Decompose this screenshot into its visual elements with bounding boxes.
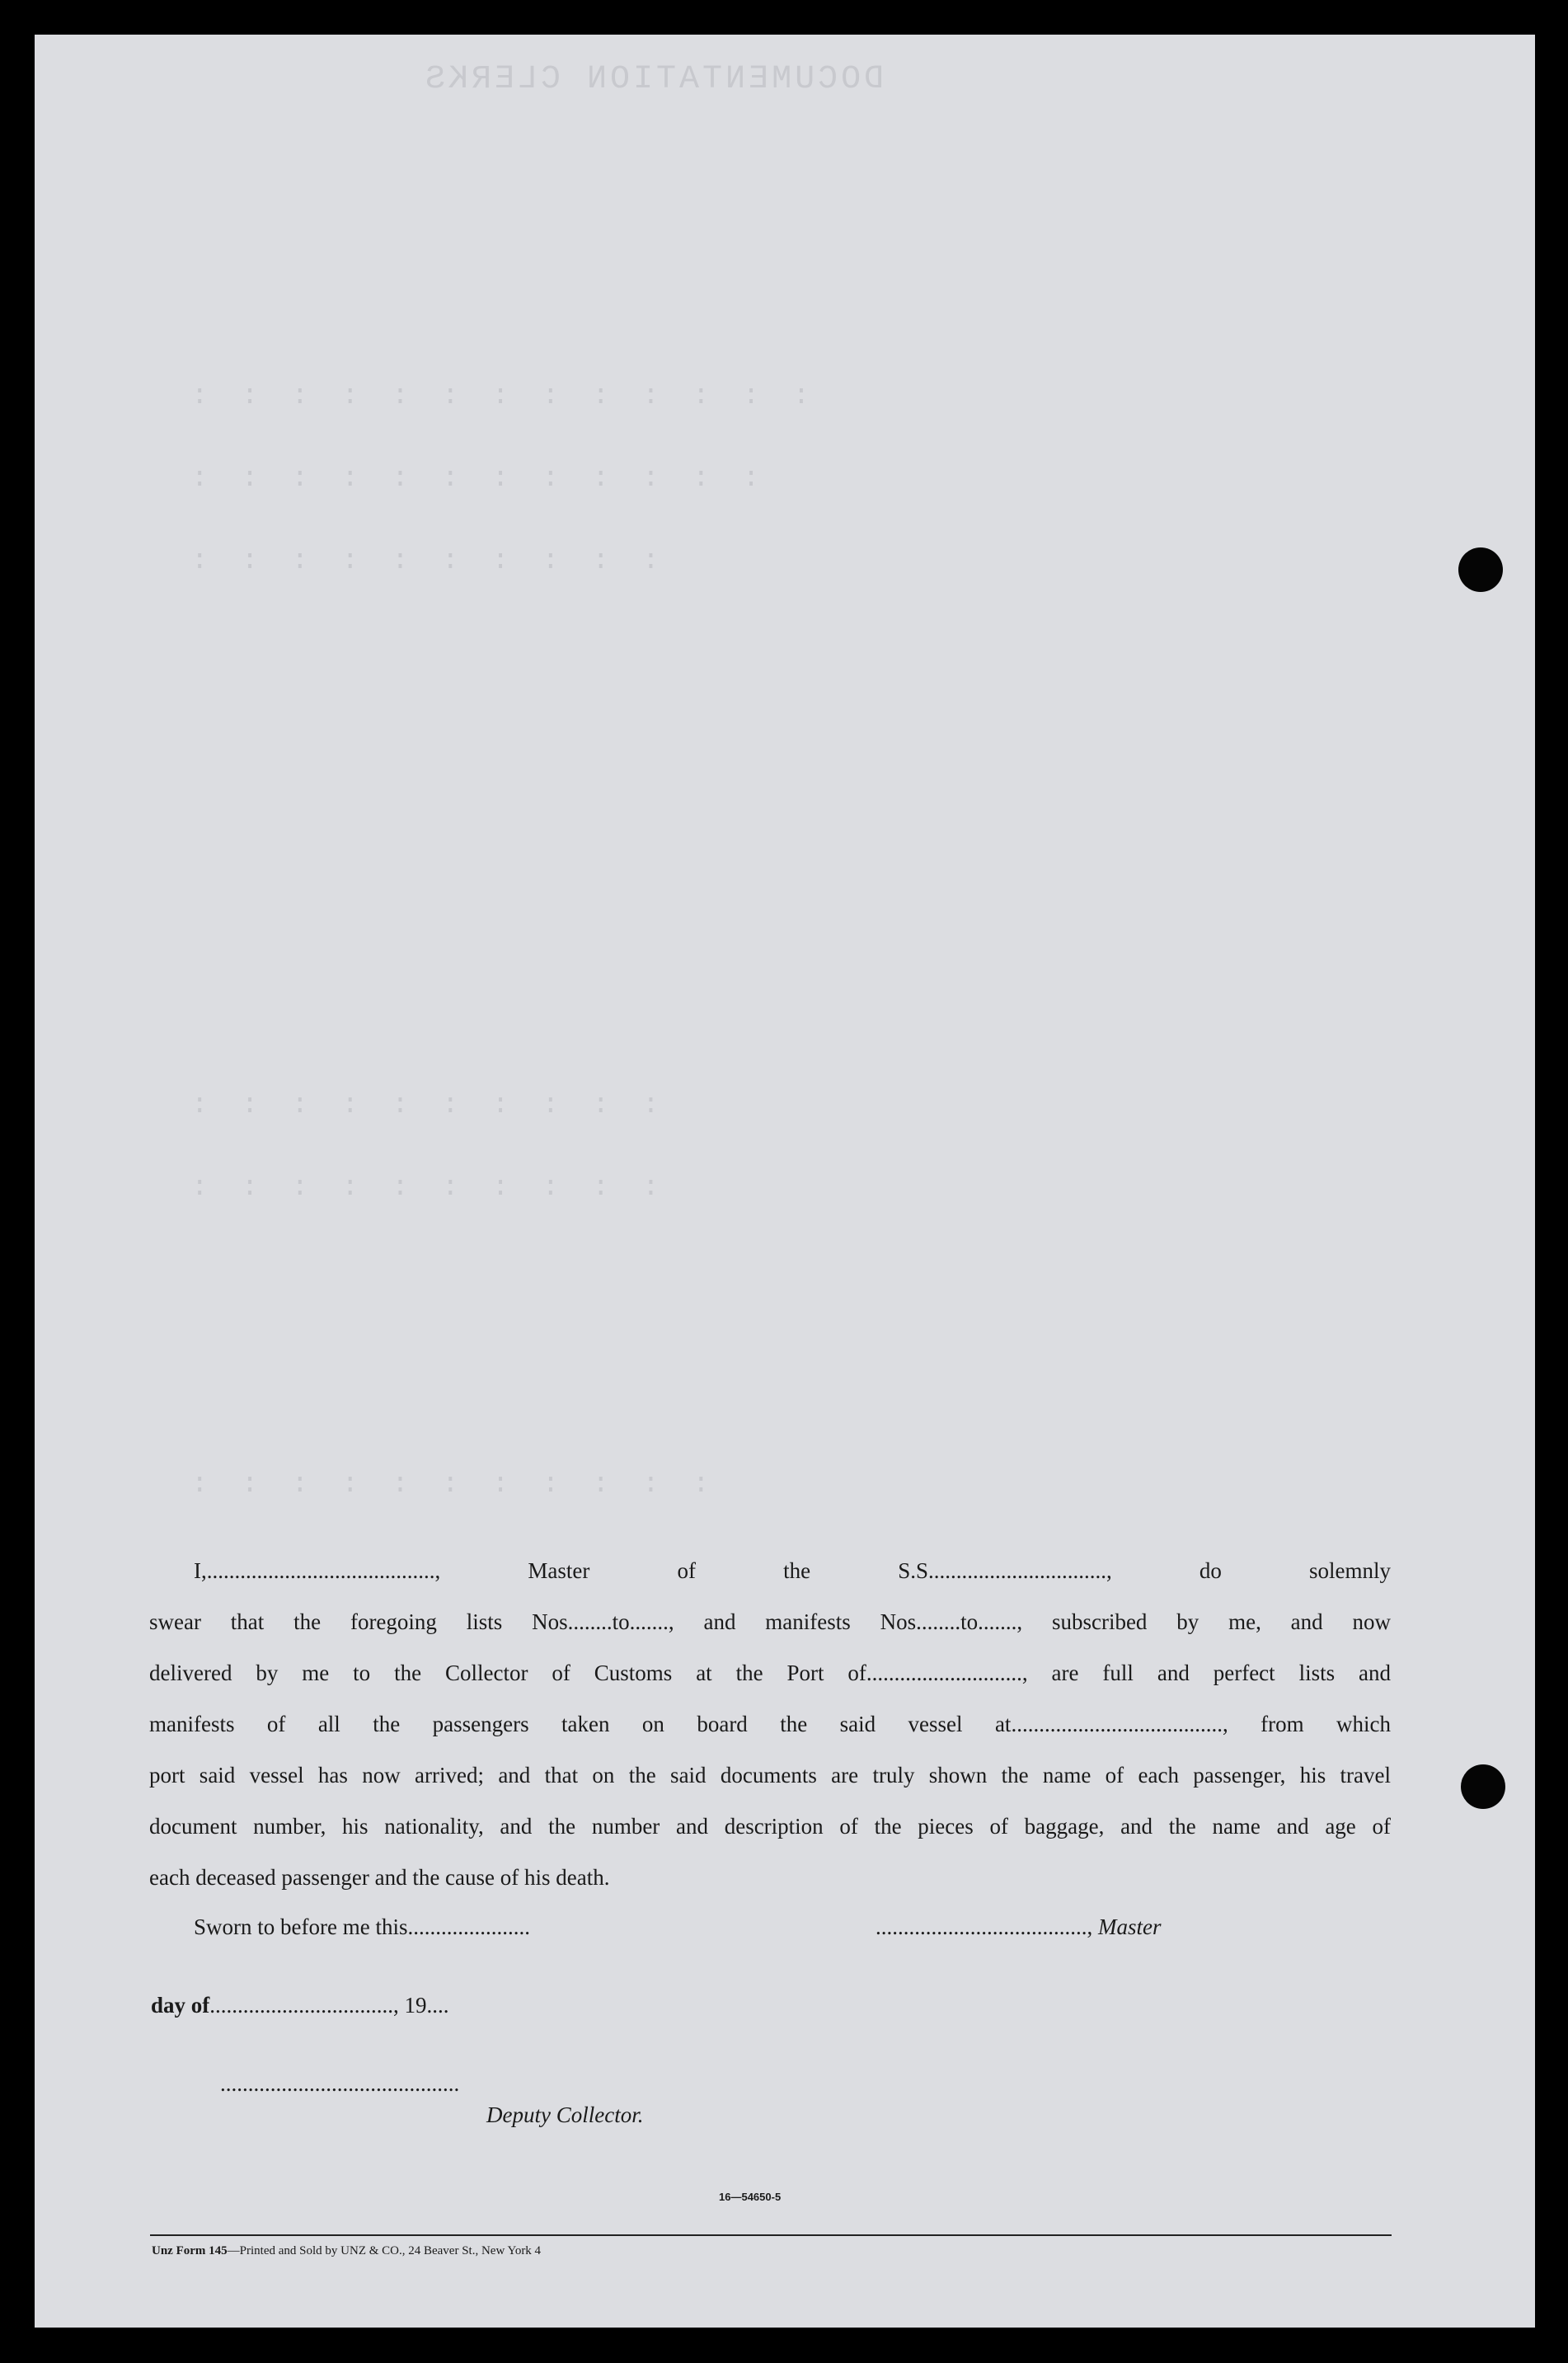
oath-paragraph (149, 1545, 1391, 1903)
oath-line-3: delivered by me to the Collector of Customs at the Port of............................, are full and perfect lists and (149, 1661, 1391, 1685)
punch-hole-icon (1458, 547, 1503, 592)
day-of-field (151, 1993, 449, 2018)
document-page (35, 35, 1535, 2328)
bleed-through-line: : : : : : : : : : : (183, 546, 660, 577)
oath-line-5: port said vessel has now arrived; and that on the said documents are truly shown the name of each passenger, his travel (149, 1763, 1391, 1788)
day-of-label: day of (151, 1993, 210, 2018)
oath-line-1: I,........................................., Master of the S.S................................, do solemnly (194, 1558, 1391, 1583)
bleed-through-line: : : : : : : : : : : (183, 1090, 660, 1121)
bleed-through-line: : : : : : : : : : : : : (183, 463, 760, 495)
bleed-through-line: : : : : : : : : : : : : : (183, 381, 810, 412)
oath-line-6: document number, his nationality, and the number and description of the pieces of baggage, and the name and age of (149, 1814, 1391, 1839)
master-signature-line (876, 1914, 1162, 1940)
footer-imprint (152, 2244, 541, 2258)
oath-line-4: manifests of all the passengers taken on board the said vessel at......................................, from which (149, 1712, 1391, 1736)
oath-line-7: each deceased passenger and the cause of his death. (149, 1865, 610, 1890)
footer-form-name: Unz Form 145 (152, 2244, 228, 2257)
day-of-dots: ................................., 19.... (209, 1993, 449, 2018)
footer-printer-text: —Printed and Sold by UNZ & CO., 24 Beaver St., New York 4 (227, 2244, 542, 2257)
footer-rule (150, 2234, 1392, 2236)
master-signature-dots: ......................................, (876, 1914, 1093, 1939)
oath-line-2: swear that the foregoing lists Nos........to......., and manifests Nos........to......., subscribed by me, and now (149, 1609, 1391, 1634)
master-label: Master (1098, 1914, 1162, 1939)
bleed-through-line: : : : : : : : : : : (183, 1172, 660, 1204)
sworn-before-field: Sworn to before me this...................... (194, 1914, 530, 1939)
bleed-through-header: DOCUMENTATION CLERKS (422, 61, 885, 98)
bleed-through-line: : : : : : : : : : : : (183, 1469, 710, 1501)
deputy-collector-label: Deputy Collector. (486, 2102, 644, 2127)
deputy-signature-dots: ........................................... (220, 2071, 460, 2096)
punch-hole-icon (1461, 1764, 1505, 1809)
form-number: 16—54650-5 (719, 2191, 782, 2203)
